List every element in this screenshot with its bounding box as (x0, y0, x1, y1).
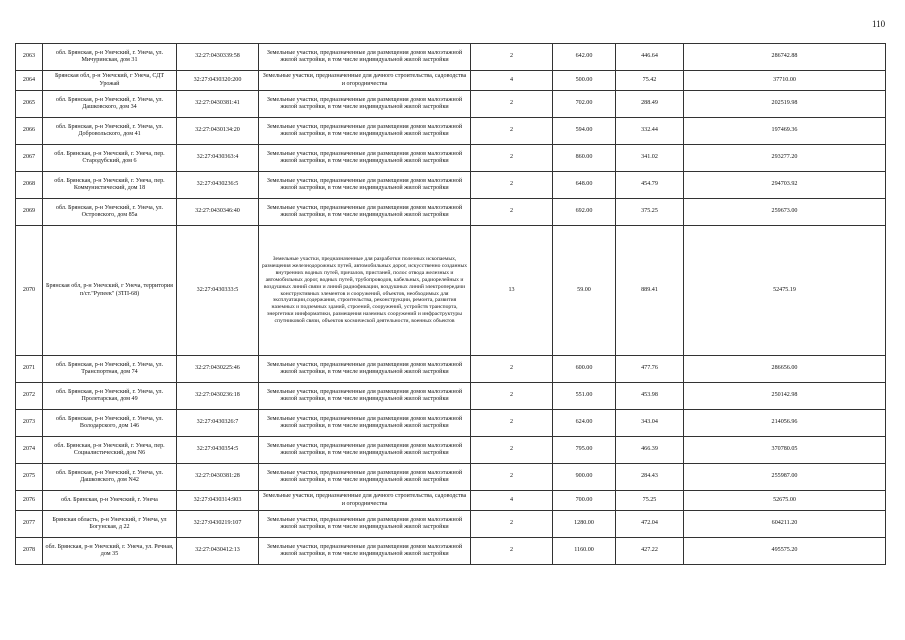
address: обл. Брянская, р-н Унечский, г. Унеча (43, 491, 177, 511)
land-use: Земельные участки, предназначенные для дачного строительства, садоводства и огородничества (259, 491, 471, 511)
area: 795.00 (553, 437, 616, 464)
cadastral-value: 202519.98 (684, 91, 886, 118)
land-use: Земельные участки, предназначенные для размещения домов малоэтажной жилой застройки, в том числе индивидуальной жилой застройки (259, 118, 471, 145)
table-row (16, 410, 886, 437)
specific-value: 446.64 (616, 44, 684, 71)
area: 692.00 (553, 199, 616, 226)
cadastral-number: 32:27:0430363:4 (177, 145, 259, 172)
table-body (16, 44, 886, 565)
land-use: Земельные участки, предназначенные для размещения домов малоэтажной жилой застройки, в том числе индивидуальной жилой застройки (259, 91, 471, 118)
cadastral-number: 32:27:0430236:18 (177, 383, 259, 410)
specific-value: 343.04 (616, 410, 684, 437)
specific-value: 375.25 (616, 199, 684, 226)
group-number: 2 (471, 437, 553, 464)
land-use: Земельные участки, предназначенные для размещения домов малоэтажной жилой застройки, в том числе индивидуальной жилой застройки (259, 511, 471, 538)
address: обл. Брянская, р-н Унечский, г. Унеча, пер. Коммунистический, дом 18 (43, 172, 177, 199)
group-number: 2 (471, 199, 553, 226)
page-number: 110 (872, 19, 886, 29)
address: Брянская область, р-н Унечский, г Унеча, ул Богунская, д 22 (43, 511, 177, 538)
address: Брянская обл, р-н Унечский, г Унеча, территория п/ст."Рупеек" (ЗТП-68) (43, 226, 177, 356)
cadastral-value: 286656.00 (684, 356, 886, 383)
land-use: Земельные участки, предназначенные для размещения домов малоэтажной жилой застройки, в том числе индивидуальной жилой застройки (259, 356, 471, 383)
table-row (16, 145, 886, 172)
cadastral-number: 32:27:0430326:7 (177, 410, 259, 437)
row-number: 2074 (16, 437, 43, 464)
land-use: Земельные участки, предназначенные для размещения домов малоэтажной жилой застройки, в том числе индивидуальной жилой застройки (259, 383, 471, 410)
row-number: 2066 (16, 118, 43, 145)
land-use: Земельные участки, предназначенные для размещения домов малоэтажной жилой застройки, в том числе индивидуальной жилой застройки (259, 199, 471, 226)
land-use: Земельные участки, предназначенные для разработки полезных ископаемых, размещения железнодорожных путей, автомобильных дорог, искусственно созданных внутренних водных путей, причалов, пристаней, полос отвода железных и автомобильных дорог, водных путей, трубопроводов, кабельных, радиорелейных и воздушных линий связи и линий радиофикации, воздушных линий электропередачи конструктивных элементов и сооружений, объектов, необходимых для эксплуатации,содержания, строительства, реконструкции, ремонта, развития наземных и подземных зданий, строений, сооружений, устройств транспорта, энергетики иинформатики, размещения наземных сооружений и инфраструктуры спутниковой связи, объектов космической деятельности, военных объектов (259, 226, 471, 356)
group-number: 2 (471, 383, 553, 410)
cadastral-number: 32:27:0430320:200 (177, 71, 259, 91)
row-number: 2078 (16, 538, 43, 565)
land-use: Земельные участки, предназначенные для размещения домов малоэтажной жилой застройки, в том числе индивидуальной жилой застройки (259, 437, 471, 464)
cadastral-number: 32:27:0430134:20 (177, 118, 259, 145)
group-number: 2 (471, 538, 553, 565)
area: 648.00 (553, 172, 616, 199)
cadastral-value: 255987.00 (684, 464, 886, 491)
specific-value: 454.79 (616, 172, 684, 199)
land-use: Земельные участки, предназначенные для дачного строительства, садоводства и огородничества (259, 71, 471, 91)
table-row (16, 511, 886, 538)
area: 702.00 (553, 91, 616, 118)
land-use: Земельные участки, предназначенные для размещения домов малоэтажной жилой застройки, в том числе индивидуальной жилой застройки (259, 410, 471, 437)
land-registry-table (15, 43, 886, 565)
address: обл. Брянская, р-н Унечский, г. Унеча, ул. Островского, дом 85а (43, 199, 177, 226)
row-number: 2064 (16, 71, 43, 91)
specific-value: 332.44 (616, 118, 684, 145)
table-row (16, 91, 886, 118)
group-number: 2 (471, 356, 553, 383)
cadastral-value: 293277.20 (684, 145, 886, 172)
cadastral-number: 32:27:0430412:13 (177, 538, 259, 565)
table-row (16, 199, 886, 226)
land-use: Земельные участки, предназначенные для размещения домов малоэтажной жилой застройки, в том числе индивидуальной жилой застройки (259, 44, 471, 71)
row-number: 2077 (16, 511, 43, 538)
group-number: 2 (471, 44, 553, 71)
row-number: 2076 (16, 491, 43, 511)
cadastral-number: 32:27:0430219:107 (177, 511, 259, 538)
address: обл. Брянская, р-н Унечский, г. Унеча, ул. Володарского, дом 146 (43, 410, 177, 437)
area: 900.00 (553, 464, 616, 491)
specific-value: 889.41 (616, 226, 684, 356)
cadastral-number: 32:27:0430236:5 (177, 172, 259, 199)
cadastral-value: 197469.36 (684, 118, 886, 145)
area: 551.00 (553, 383, 616, 410)
row-number: 2069 (16, 199, 43, 226)
row-number: 2063 (16, 44, 43, 71)
row-number: 2067 (16, 145, 43, 172)
area: 59.00 (553, 226, 616, 356)
specific-value: 453.98 (616, 383, 684, 410)
address: обл. Брянская, р-н Унечский, г. Унеча, пер. Социалистический, дом N6 (43, 437, 177, 464)
address: обл. Брянская, р-н Унечский, г. Унеча, ул. Мичуринская, дом 31 (43, 44, 177, 71)
land-use: Земельные участки, предназначенные для размещения домов малоэтажной жилой застройки, в том числе индивидуальной жилой застройки (259, 464, 471, 491)
area: 700.00 (553, 491, 616, 511)
row-number: 2073 (16, 410, 43, 437)
address: обл. Брянская, р-н Унечский, г. Унеча, ул. Речная, дом 35 (43, 538, 177, 565)
specific-value: 288.49 (616, 91, 684, 118)
land-use: Земельные участки, предназначенные для размещения домов малоэтажной жилой застройки, в том числе индивидуальной жилой застройки (259, 172, 471, 199)
cadastral-value: 52675.00 (684, 491, 886, 511)
cadastral-value: 259673.00 (684, 199, 886, 226)
table-row (16, 464, 886, 491)
area: 594.00 (553, 118, 616, 145)
specific-value: 75.25 (616, 491, 684, 511)
table-row (16, 71, 886, 91)
table-row (16, 172, 886, 199)
group-number: 2 (471, 118, 553, 145)
row-number: 2065 (16, 91, 43, 118)
row-number: 2068 (16, 172, 43, 199)
group-number: 13 (471, 226, 553, 356)
group-number: 2 (471, 91, 553, 118)
cadastral-value: 370780.05 (684, 437, 886, 464)
address: обл. Брянская, р-н Унечский, г. Унеча, ул. Дашковского, дом 34 (43, 91, 177, 118)
address: обл. Брянская, р-н Унечский, г. Унеча, ул. Транспортная, дом 74 (43, 356, 177, 383)
area: 860.00 (553, 145, 616, 172)
cadastral-value: 37710.00 (684, 71, 886, 91)
area: 500.00 (553, 71, 616, 91)
row-number: 2070 (16, 226, 43, 356)
specific-value: 341.02 (616, 145, 684, 172)
address: обл. Брянская, р-н Унечский, г. Унеча, ул. Добровольского, дом 41 (43, 118, 177, 145)
table-row (16, 437, 886, 464)
row-number: 2071 (16, 356, 43, 383)
area: 642.00 (553, 44, 616, 71)
cadastral-value: 286742.88 (684, 44, 886, 71)
specific-value: 472.04 (616, 511, 684, 538)
group-number: 2 (471, 172, 553, 199)
table-row (16, 538, 886, 565)
cadastral-value: 604211.20 (684, 511, 886, 538)
cadastral-number: 32:27:0430346:40 (177, 199, 259, 226)
area: 1280.00 (553, 511, 616, 538)
specific-value: 477.76 (616, 356, 684, 383)
row-number: 2075 (16, 464, 43, 491)
address: Брянская обл, р-н Унечский, г Унеча, СДТ Урожай (43, 71, 177, 91)
table-row (16, 118, 886, 145)
group-number: 4 (471, 491, 553, 511)
group-number: 2 (471, 410, 553, 437)
cadastral-number: 32:27:0430314:903 (177, 491, 259, 511)
table-row (16, 226, 886, 356)
specific-value: 427.22 (616, 538, 684, 565)
land-use: Земельные участки, предназначенные для размещения домов малоэтажной жилой застройки, в том числе индивидуальной жилой застройки (259, 145, 471, 172)
table-row (16, 44, 886, 71)
cadastral-value: 495575.20 (684, 538, 886, 565)
group-number: 2 (471, 145, 553, 172)
cadastral-number: 32:27:0430381:41 (177, 91, 259, 118)
cadastral-number: 32:27:0430333:5 (177, 226, 259, 356)
cadastral-value: 250142.98 (684, 383, 886, 410)
cadastral-value: 214056.96 (684, 410, 886, 437)
cadastral-number: 32:27:0430225:46 (177, 356, 259, 383)
land-use: Земельные участки, предназначенные для размещения домов малоэтажной жилой застройки, в том числе индивидуальной жилой застройки (259, 538, 471, 565)
address: обл. Брянская, р-н Унечский, г. Унеча, пер. Стародубский, дом 6 (43, 145, 177, 172)
address: обл. Брянская, р-н Унечский, г. Унеча, ул. Дашковского, дом N42 (43, 464, 177, 491)
group-number: 2 (471, 511, 553, 538)
address: обл. Брянская, р-н Унечский, г. Унеча, ул. Пролетарская, дом 49 (43, 383, 177, 410)
cadastral-number: 32:27:0430339:58 (177, 44, 259, 71)
specific-value: 284.43 (616, 464, 684, 491)
specific-value: 466.39 (616, 437, 684, 464)
row-number: 2072 (16, 383, 43, 410)
cadastral-number: 32:27:0430381:28 (177, 464, 259, 491)
table-row (16, 356, 886, 383)
cadastral-value: 294703.92 (684, 172, 886, 199)
cadastral-value: 52475.19 (684, 226, 886, 356)
table-row (16, 383, 886, 410)
area: 1160.00 (553, 538, 616, 565)
group-number: 2 (471, 464, 553, 491)
table-row (16, 491, 886, 511)
specific-value: 75.42 (616, 71, 684, 91)
group-number: 4 (471, 71, 553, 91)
cadastral-number: 32:27:0430354:5 (177, 437, 259, 464)
area: 600.00 (553, 356, 616, 383)
area: 624.00 (553, 410, 616, 437)
